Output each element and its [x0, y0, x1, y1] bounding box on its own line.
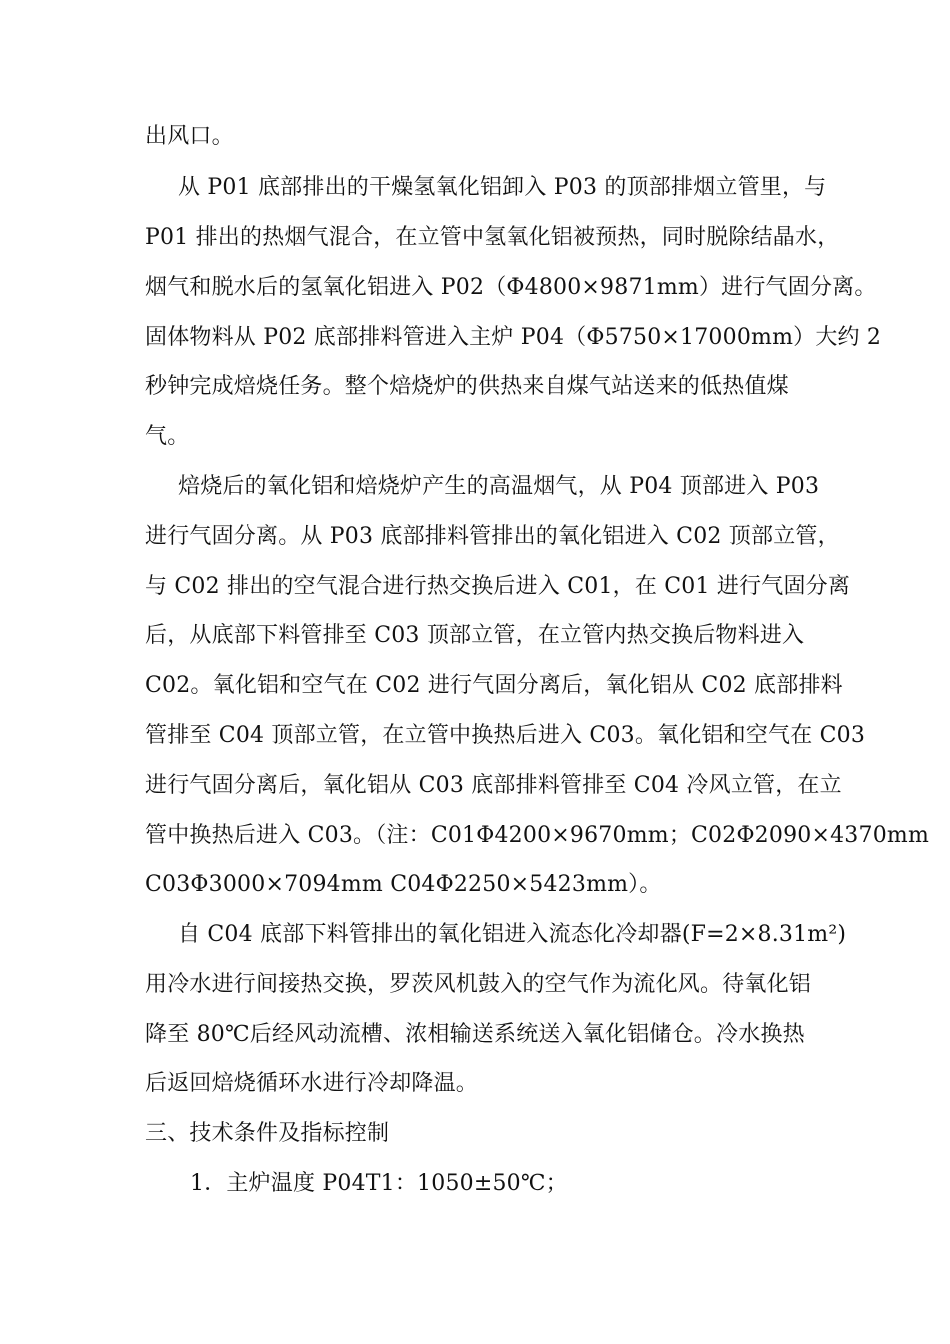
text-line: 降至 80℃后经风动流槽、浓相输送系统送入氧化铝储仓。冷水换热 — [145, 1022, 805, 1047]
list-item: 1．主炉温度 P04T1：1050±50℃； — [190, 1171, 568, 1196]
text-line: 与 C02 排出的空气混合进行热交换后进入 C01，在 C01 进行气固分离 — [145, 574, 851, 599]
section-heading: 三、技术条件及指标控制 — [145, 1121, 390, 1146]
text-line: 后，从底部下料管排至 C03 顶部立管，在立管内热交换后物料进入 — [145, 623, 805, 648]
text-line: 秒钟完成焙烧任务。整个焙烧炉的供热来自煤气站送来的低热值煤 — [145, 374, 789, 399]
text-line: 管中换热后进入 C03。（注：C01Φ4200×9670mm；C02Φ2090×4370mm — [145, 823, 930, 848]
text-line: P01 排出的热烟气混合，在立管中氢氧化铝被预热，同时脱除结晶水， — [145, 225, 840, 250]
text-line: 用冷水进行间接热交换，罗茨风机鼓入的空气作为流化风。待氧化铝 — [145, 972, 812, 997]
text-line: 后返回焙烧循环水进行冷却降温。 — [145, 1071, 479, 1096]
text-line: 出风口。 — [145, 124, 234, 149]
text-line: 管排至 C04 顶部立管，在立管中换热后进入 C03。氧化铝和空气在 C03 — [145, 723, 866, 748]
text-line: 进行气固分离后，氧化铝从 C03 底部排料管排至 C04 冷风立管，在立 — [145, 773, 842, 798]
paragraph-start-line: 自 C04 底部下料管排出的氧化铝进入流态化冷却器(F=2×8.31m²) — [178, 922, 847, 947]
text-line: 固体物料从 P02 底部排料管进入主炉 P04（Φ5750×17000mm）大约 2 — [145, 325, 882, 350]
text-line: 气。 — [145, 424, 190, 449]
text-line: 进行气固分离。从 P03 底部排料管排出的氧化铝进入 C02 顶部立管， — [145, 524, 840, 549]
text-line: C03Φ3000×7094mm C04Φ2250×5423mm）。 — [145, 872, 662, 897]
paragraph-start-line: 焙烧后的氧化铝和焙烧炉产生的高温烟气，从 P04 顶部进入 P03 — [178, 474, 820, 499]
paragraph-start-line: 从 P01 底部排出的干燥氢氧化铝卸入 P03 的顶部排烟立管里，与 — [178, 175, 827, 200]
text-line: 烟气和脱水后的氢氧化铝进入 P02（Φ4800×9871mm）进行气固分离。 — [145, 275, 877, 300]
text-line: C02。氧化铝和空气在 C02 进行气固分离后，氧化铝从 C02 底部排料 — [145, 673, 843, 698]
